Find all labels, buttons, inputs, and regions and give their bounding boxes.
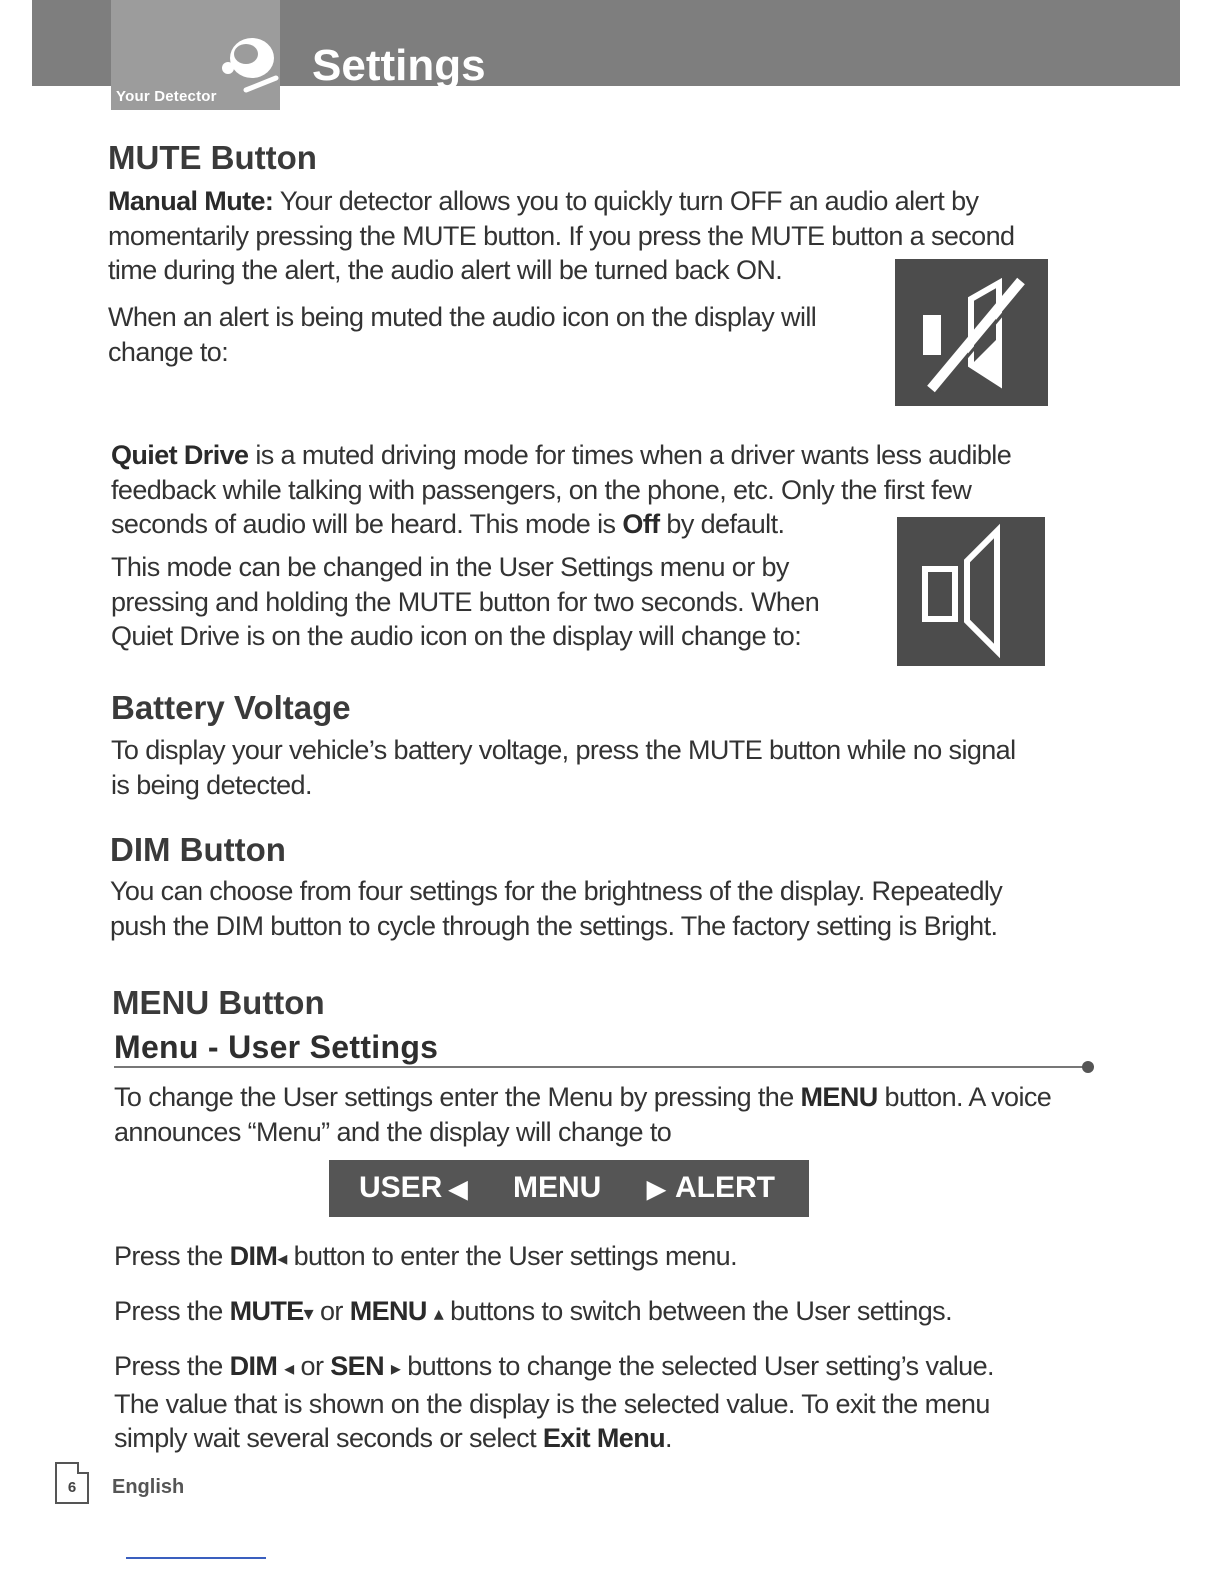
quiet-drive-line1: is a muted driving mode for times when a driver wants less audible bbox=[248, 440, 1012, 470]
page-number: 6 bbox=[67, 1479, 77, 1496]
step1-paragraph bbox=[114, 1239, 737, 1277]
step1-text-a: Press the bbox=[114, 1241, 230, 1271]
step2-text-a: Press the bbox=[114, 1296, 230, 1326]
quiet-drive-off: Off bbox=[622, 509, 660, 539]
step2-text-mid: or bbox=[313, 1296, 350, 1326]
footer-underline bbox=[126, 1557, 266, 1559]
section-rule bbox=[114, 1066, 1088, 1068]
step3-arrow-left: ◂ bbox=[284, 1358, 294, 1380]
quiet-drive-paragraph bbox=[111, 438, 1011, 542]
step2-arrow-down: ▾ bbox=[303, 1303, 314, 1325]
step2-menu: MENU bbox=[349, 1296, 427, 1326]
step2-mute: MUTE bbox=[229, 1296, 304, 1326]
manual-mute-line1: Your detector allows you to quickly turn OFF an audio alert by bbox=[273, 186, 979, 216]
muted-line1: When an alert is being muted the audio icon on the display will bbox=[108, 302, 817, 332]
step2-arrow-up: ▴ bbox=[433, 1303, 444, 1325]
step3-text-b: buttons to change the selected User setting’s value. bbox=[400, 1351, 994, 1381]
display-menu-bar bbox=[329, 1160, 809, 1217]
quiet-drive-label: Quiet Drive bbox=[111, 440, 249, 470]
quiet-drive-line3a: seconds of audio will be heard. This mode is bbox=[111, 509, 623, 539]
manual-mute-paragraph bbox=[108, 184, 1014, 288]
radar-detector-icon bbox=[216, 32, 280, 102]
step3-line2: The value that is shown on the display is the selected value. To exit the menu bbox=[114, 1388, 990, 1419]
quiet-drive-change-paragraph bbox=[111, 550, 819, 654]
mute-heading: MUTE Button bbox=[108, 139, 317, 176]
muted-paragraph bbox=[108, 300, 816, 369]
manual-mute-line2: momentarily pressing the MUTE button. If you press the MUTE button a second bbox=[108, 220, 1015, 251]
dim-heading: DIM Button bbox=[110, 831, 286, 868]
muted-line2: change to: bbox=[108, 336, 229, 367]
step2-text-b: buttons to switch between the User settings. bbox=[443, 1296, 952, 1326]
menu-intro-line1a: To change the User settings enter the Menu by pressing the bbox=[114, 1082, 801, 1112]
section-rule-dot bbox=[1082, 1061, 1094, 1073]
step2-paragraph bbox=[114, 1294, 952, 1332]
menu-intro-bold: MENU bbox=[800, 1082, 878, 1112]
step3-paragraph bbox=[114, 1349, 994, 1456]
quiet-drive-line4: This mode can be changed in the User Settings menu or by bbox=[111, 552, 789, 582]
quiet-drive-line2: feedback while talking with passengers, on the phone, etc. Only the first few bbox=[111, 474, 972, 505]
menu-heading: MENU Button bbox=[112, 984, 325, 1021]
manual-mute-label: Manual Mute: bbox=[108, 186, 274, 216]
menu-intro-paragraph bbox=[114, 1080, 1051, 1149]
display-alert-label: ALERT bbox=[675, 1171, 775, 1204]
step1-dim: DIM bbox=[229, 1241, 278, 1271]
menu-intro-line1b: button. A voice bbox=[877, 1082, 1052, 1112]
step3-dim: DIM bbox=[229, 1351, 278, 1381]
quiet-drive-line6: Quiet Drive is on the audio icon on the display will change to: bbox=[111, 621, 802, 651]
step3-arrow-right: ▸ bbox=[390, 1358, 401, 1380]
step3-exit-menu: Exit Menu bbox=[542, 1423, 665, 1453]
step3-line3a: simply wait several seconds or select bbox=[114, 1423, 543, 1453]
dim-line2: push the DIM button to cycle through the settings. The factory setting is Bright. bbox=[110, 910, 998, 941]
display-menu-label: MENU bbox=[513, 1171, 602, 1204]
manual-mute-line3: time during the alert, the audio alert will be turned back ON. bbox=[108, 255, 783, 285]
step1-text-b: button to enter the User settings menu. bbox=[286, 1241, 737, 1271]
step1-arrow: ◂ bbox=[277, 1248, 287, 1270]
header-tab-label: Your Detector bbox=[116, 88, 217, 105]
battery-line2: is being detected. bbox=[111, 769, 312, 800]
speaker-quiet-icon bbox=[897, 517, 1045, 666]
battery-paragraph bbox=[111, 733, 1016, 802]
step3-text-a: Press the bbox=[114, 1351, 230, 1381]
dim-line1: You can choose from four settings for the brightness of the display. Repeatedly bbox=[110, 876, 1003, 906]
battery-heading: Battery Voltage bbox=[111, 689, 351, 726]
dim-paragraph bbox=[110, 874, 1002, 943]
menu-subheading: Menu - User Settings bbox=[114, 1029, 439, 1065]
page-number-corner bbox=[77, 1462, 89, 1474]
display-right-arrow: ▶ bbox=[647, 1176, 666, 1203]
step3-text-mid: or bbox=[293, 1351, 331, 1381]
display-left-arrow: ◀ bbox=[449, 1176, 468, 1203]
footer-language: English bbox=[112, 1476, 185, 1498]
display-user-label: USER bbox=[359, 1171, 443, 1204]
page-title: Settings bbox=[312, 41, 486, 90]
step3-sen: SEN bbox=[330, 1351, 384, 1381]
quiet-drive-line3b: by default. bbox=[659, 509, 785, 539]
menu-intro-line2: announces “Menu” and the display will change to bbox=[114, 1116, 672, 1147]
battery-line1: To display your vehicle’s battery voltage, press the MUTE button while no signal bbox=[111, 735, 1016, 765]
speaker-muted-icon bbox=[895, 259, 1048, 406]
step3-line3b: . bbox=[665, 1423, 672, 1453]
quiet-drive-line5: pressing and holding the MUTE button for two seconds. When bbox=[111, 586, 820, 617]
